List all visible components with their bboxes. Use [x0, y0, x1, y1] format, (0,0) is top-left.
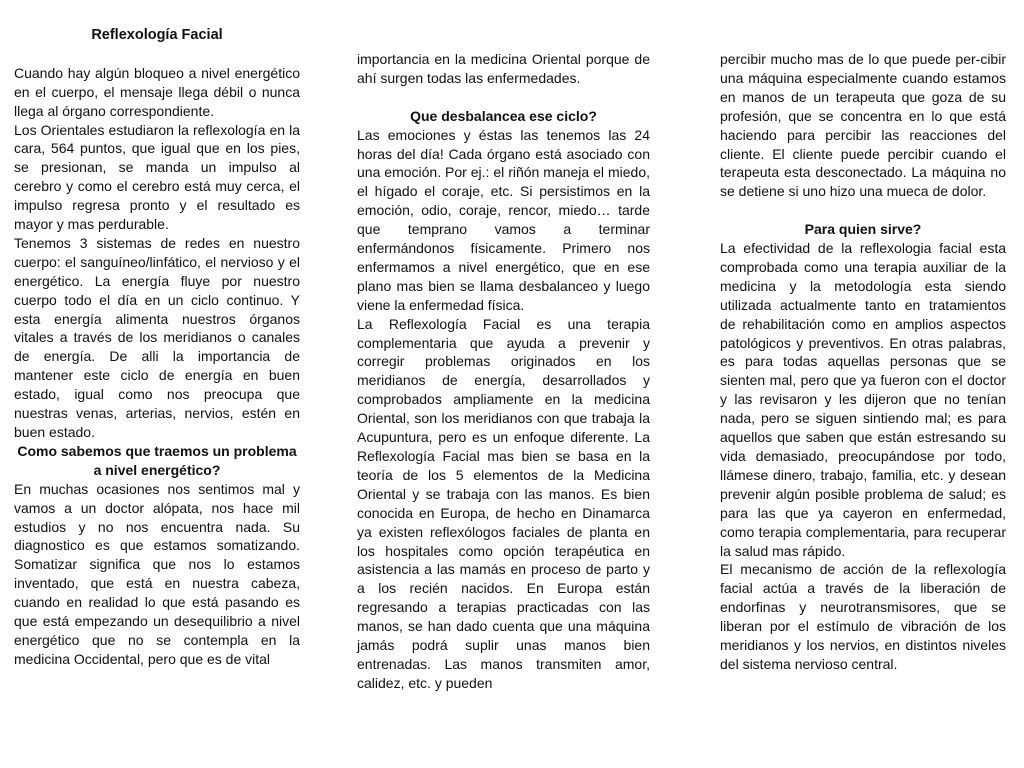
- paragraph-orientales: Los Orientales estudiaron la reflexología en la cara, 564 puntos, que igual que en los pies, se presionan, se manda un impulso al cerebro y como el cerebro está muy cerca, el impulso regresa pronto y el resultado es mayor y mas perdurable.: [14, 121, 300, 233]
- heading-como-sabemos: Como sabemos que traemos un problema a nivel energético?: [17, 442, 297, 478]
- document-title: Reflexología Facial: [91, 27, 223, 43]
- paragraph-reflexologia: La Reflexología Facial es una terapia complementaria que ayuda a prevenir y corregir problemas originados en los meridianos de energía, desarrollados y comprobados ampliamente en la medicina Oriental, son los meridianos con que trabaja la Acupuntura, pero es un enfoque diferente. La Reflexología Facial mas bien se basa en la teoría de los 5 elementos de la Medicina Oriental y se trabaja con las manos. Es bien conocida en Europa, de hecho en Dinamarca ya existen reflexólogos faciales de planta en los hospitales como opción terapéutica en asistencia a las mamás en proceso de parto y a los recién nacidos. En Europa están regresando a terapias practicadas con las manos, se han dado cuenta que una máquina jamás podrá suplir unas manos bien entrenadas. Las manos transmiten amor, calidez, etc. y pueden: [357, 315, 650, 691]
- paragraph-efectividad: La efectividad de la reflexologia facial esta comprobada como una terapia auxiliar de la medicina y la metodología esta siendo utilizada actualmente tanto en tratamientos de rehabilitación como en amplios aspectos patológicos y preventivos. En otras palabras, es para todas aquellas personas que se sienten mal, pero que ya fueron con el doctor y las revisaron y les dijeron que no tenían nada, pero se siguen sintiendo mal; es para aquellos que saben que están estresando su vida demasiado, preocupándose por todo, llámese dinero, trabajo, familia, etc. y desean prevenir algún posible problema de salud; es para las que ya cayeron en enfermedad, como terapia complementaria, para recuperar la salud mas rápido.: [720, 240, 1006, 559]
- paragraph-intro: Cuando hay algún bloqueo a nivel energético en el cuerpo, el mensaje llega débil o nunca llega al órgano correspondiente.: [14, 64, 300, 119]
- column-2: [357, 50, 650, 693]
- spacer: [720, 201, 1006, 220]
- paragraph-importancia: importancia en la medicina Oriental porque de ahí surgen todas las enfermedades.: [357, 51, 650, 86]
- paragraph-percibir: percibir mucho mas de lo que puede per-cibir una máquina especialmente cuando estamos en manos de un terapeuta que goza de su profesión, que se concentra en lo que está haciendo para percibir las reacciones del cliente. El cliente puede percibir cuando el terapeuta esta desconectado. La máquina no se detiene si uno hizo una mueca de dolor.: [720, 51, 1006, 200]
- heading-para-quien: Para quien sirve?: [804, 221, 922, 238]
- column-3: [720, 50, 1006, 674]
- heading-desbalancea: Que desbalancea ese ciclo?: [410, 107, 597, 124]
- spacer: [14, 45, 300, 64]
- spacer: [357, 88, 650, 107]
- column-1: [14, 26, 300, 669]
- paragraph-somatizar: En muchas ocasiones nos sentimos mal y vamos a un doctor alópata, nos hace mil estudios y no nos encuentra nada. Su diagnostico es que estamos somatizando. Somatizar significa que nos lo estamos inventado, que está en nuestra cabeza, cuando en realidad lo que está pasando es que está empezando un desequilibrio a nivel energético que no se contempla en la medicina Occidental, pero que es de vital: [14, 480, 300, 667]
- paragraph-mecanismo: El mecanismo de acción de la reflexología facial actúa a través de la liberación de endorfinas y neurotransmisores, que se liberan por el estímulo de vibración de los meridianos y los nervios, en distintos niveles del sistema nervioso central.: [720, 561, 1006, 672]
- paragraph-emociones: Las emociones y éstas las tenemos las 24 horas del día! Cada órgano está asociado con una emoción. Por ej.: el riñón maneja el miedo, el hígado el coraje, etc. Si persistimos en la emoción, odio, coraje, rencor, miedo… tarde que temprano vamos a terminar enfermándonos físicamente. Primero nos enfermamos a nivel energético, que en ese plano mas bien se llama desbalanceo y luego viene la enfermedad física.: [357, 126, 650, 313]
- paragraph-sistemas: Tenemos 3 sistemas de redes en nuestro cuerpo: el sanguíneo/linfático, el nervioso y el energético. La energía fluye por nuestro cuerpo todo el día en un ciclo continuo. Y esta energía alimenta nuestros órganos vitales a través de los meridianos o canales de energía. De alli la importancia de mantener este ciclo de energía en buen estado, igual como nos preocupa que nuestras venas, arterias, nervios, estén en buen estado.: [14, 234, 300, 441]
